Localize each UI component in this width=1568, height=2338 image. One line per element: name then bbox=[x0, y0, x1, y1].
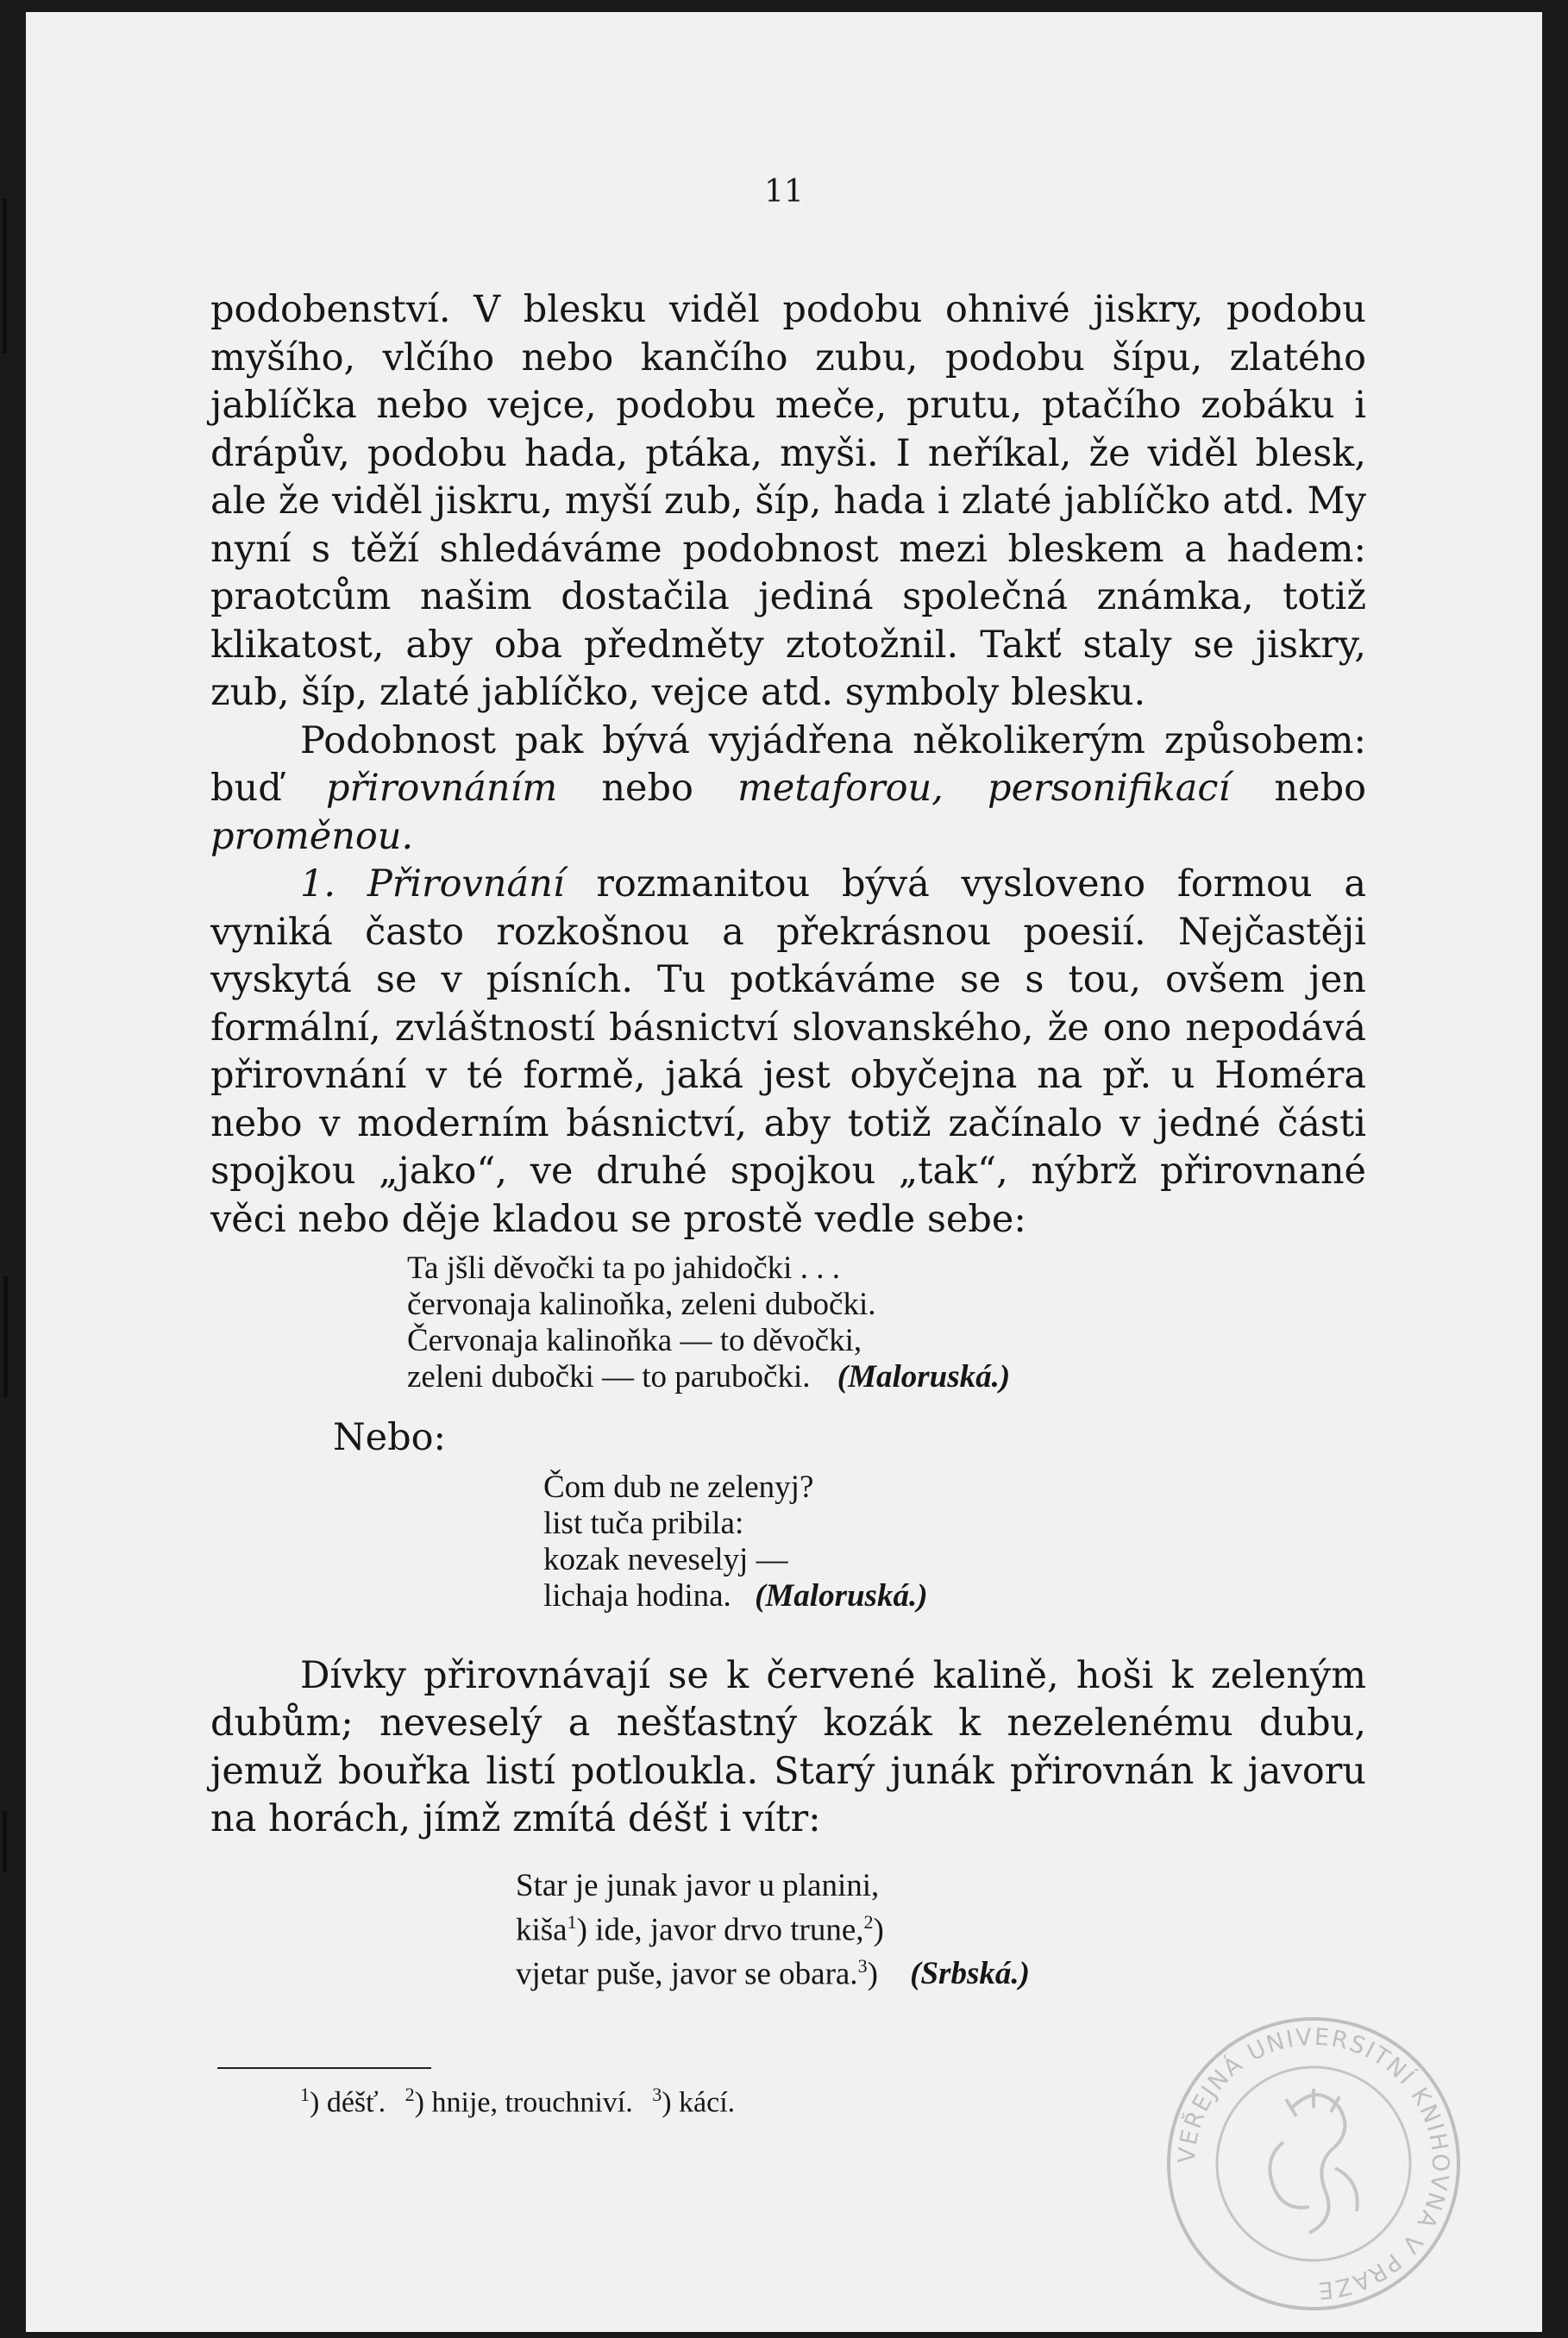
footnote-ref: 2 bbox=[863, 1910, 874, 1933]
verse-line bbox=[516, 1904, 1366, 1948]
verse-1 bbox=[407, 1250, 1366, 1395]
verse-source: (Maloruská.) bbox=[837, 1359, 1011, 1395]
stamp-text: VEŘEJNÁ UNIVERSITNÍ KNIHOVNA V PRAZE bbox=[1173, 2023, 1454, 2304]
verse-source: (Maloruská.) bbox=[755, 1577, 928, 1614]
footnote-number: 1 bbox=[300, 2084, 310, 2105]
paragraph-3-text: rozmanitou bývá vysloveno formou a vyniká často rozkošnou a překrásnou poesií. Nejčastěji vyskytá se v písních. Tu potkáváme se s tou, ovšem jen formální, zvláštností básnictví slovanského, že ono nepodává přirovnání v té formě, jaká jest obyčejna na př. u Homéra nebo v moderním básnictví, aby totiž začínalo v jedné části spojkou „jako“, ve druhé spojkou „tak“, nýbrž přirovnané věci nebo děje kladou se prostě vedle sebe: bbox=[210, 862, 1366, 1241]
binding-mark-3 bbox=[3, 1811, 7, 1871]
binding-mark-2 bbox=[3, 1276, 8, 1397]
verse-3 bbox=[516, 1868, 1366, 1993]
library-stamp-icon bbox=[1163, 2013, 1465, 2315]
section-heading: Přirovnání bbox=[367, 862, 565, 906]
verse-line: Ta jšli děvočki ta po jahidočki . . . bbox=[407, 1250, 840, 1286]
footnote-ref: 3 bbox=[857, 1954, 868, 1977]
page-number: 11 bbox=[764, 174, 804, 210]
book-page bbox=[26, 12, 1542, 2332]
footnote-separator bbox=[217, 2067, 431, 2069]
paragraph-2 bbox=[210, 718, 1366, 862]
verse-text: ) bbox=[873, 1911, 884, 1947]
verse-line: Star je junak javor u planini, bbox=[516, 1867, 880, 1903]
verse-text: ) bbox=[867, 1956, 878, 1992]
footnotes bbox=[300, 2084, 735, 2119]
footnote-number: 2 bbox=[405, 2084, 415, 2105]
paragraph-2-conj-2: nebo bbox=[1274, 767, 1366, 810]
verse-2 bbox=[543, 1470, 1366, 1614]
lion-emblem-icon bbox=[1270, 2089, 1357, 2233]
verse-text: vjetar puše, javor se obara. bbox=[516, 1956, 858, 1992]
footnote-number: 3 bbox=[652, 2084, 662, 2105]
verse-line bbox=[543, 1578, 1366, 1614]
nebo-label: Nebo: bbox=[333, 1416, 446, 1459]
verse-line: Čom dub ne zelenyj? bbox=[543, 1469, 814, 1505]
footnote-text: ) hnije, trouchniví. bbox=[414, 2086, 633, 2119]
footnote-ref: 1 bbox=[567, 1910, 577, 1933]
verse-line: kozak neveselyj — bbox=[543, 1541, 788, 1577]
verse-line bbox=[516, 1948, 1366, 1992]
binding-mark-1 bbox=[3, 198, 7, 354]
verse-text: ) ide, javor drvo trune, bbox=[576, 1911, 864, 1947]
verse-source: (Srbská.) bbox=[910, 1956, 1030, 1992]
page-body bbox=[210, 286, 1366, 1992]
verse-line-text: zeleni dubočki — to parubočki. bbox=[407, 1359, 811, 1395]
paragraph-4: Dívky přirovnávají se k červené kalině, hoši k zeleným dubům; neveselý a nešťastný kozák k nezelenému dubu, jemuž bouřka listí potloukla. Starý junák přirovnán k javoru na horách, jímž zmítá déšť i vítr: bbox=[210, 1653, 1366, 1840]
section-number: 1. bbox=[300, 862, 336, 906]
paragraph-2-conj-1: nebo bbox=[601, 767, 693, 810]
verse-line: červonaja kalinoňka, zeleni dubočki. bbox=[407, 1287, 876, 1322]
verse-line-text: lichaja hodina. bbox=[543, 1577, 731, 1614]
verse-text: kiša bbox=[516, 1911, 568, 1947]
verse-line: Červonaja kalinoňka — to děvočki, bbox=[407, 1323, 862, 1358]
verse-line bbox=[407, 1359, 1366, 1395]
term-promena: proměnou. bbox=[210, 814, 414, 858]
term-prirovnani: přirovnáním bbox=[325, 767, 558, 810]
paragraph-2-text: Podobnost pak bývá vyjádřena několikerým způsobem: buď bbox=[210, 718, 1366, 810]
paragraph-1: podobenství. V blesku viděl podobu ohnivé jiskry, podobu myšího, vlčího nebo kančího zubu, podobu šípu, zlatého jablíčka nebo vejce, podobu meče, prutu, ptačího zobáku i drápův, podobu hada, ptáka, myši. I neříkal, že viděl blesk, ale že viděl jiskru, myší zub, šíp, hada i zlaté jablíčko atd. My nyní s těží shledáváme podobnost mezi bleskem a hadem: praotcům našim dostačila jediná společná známka, totiž klikatost, aby oba předměty ztotožnil. Takť staly se jiskry, zub, šíp, zlaté jablíčko, vejce atd. symboly blesku. bbox=[210, 288, 1366, 714]
verse-line: list tuča pribila: bbox=[543, 1505, 744, 1541]
term-metafora: metaforou, personifikací bbox=[737, 767, 1231, 810]
footnote-text: ) kácí. bbox=[662, 2086, 736, 2119]
footnote-text: ) déšť. bbox=[310, 2086, 386, 2119]
paragraph-3 bbox=[210, 861, 1366, 1244]
